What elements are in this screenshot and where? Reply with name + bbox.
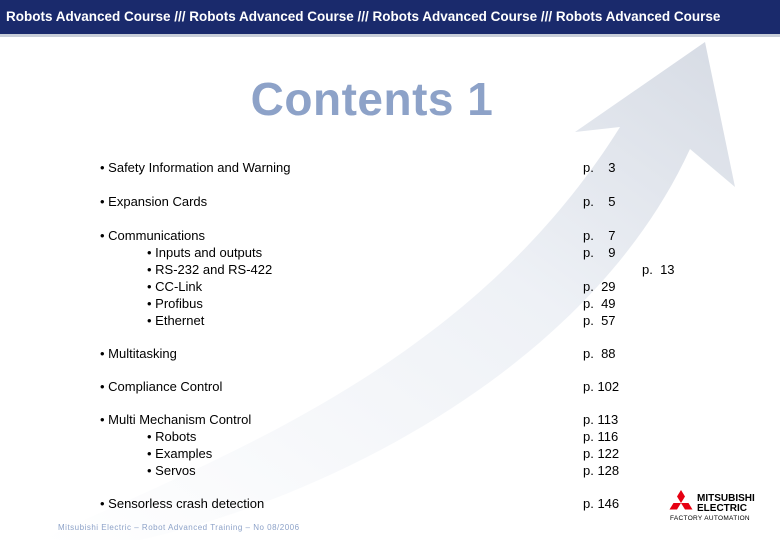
logo-brand-line1: MITSUBISHI bbox=[697, 493, 755, 504]
toc-subpage: p. 49 bbox=[583, 296, 616, 311]
toc-subitem: • Inputs and outputs bbox=[147, 245, 263, 260]
toc-subitem: • Profibus bbox=[147, 296, 203, 311]
toc-item-safety: • Safety Information and Warning bbox=[100, 160, 291, 175]
page-title: Contents 1 bbox=[250, 73, 494, 125]
toc-subpage: p. 116 bbox=[583, 429, 619, 444]
logo-tagline: FACTORY AUTOMATION bbox=[670, 515, 750, 522]
toc-subpage: p. 57 bbox=[583, 313, 616, 328]
toc-subpage: p. 13 bbox=[642, 262, 675, 277]
toc-page-compliance: p. 102 bbox=[583, 379, 620, 394]
toc-subitem: • RS-232 and RS-422 bbox=[147, 262, 273, 277]
toc-item-multitasking: • Multitasking bbox=[100, 346, 177, 361]
logo-brand-line2: ELECTRIC bbox=[697, 503, 747, 514]
toc-subitem: • Servos bbox=[147, 463, 196, 478]
toc-subitem: • Robots bbox=[147, 429, 197, 444]
toc-page-expansion: p. 5 bbox=[583, 194, 616, 209]
toc-subpage: p. 29 bbox=[583, 279, 616, 294]
toc-subitem: • Examples bbox=[147, 446, 213, 461]
toc-item-multi-mechanism: • Multi Mechanism Control bbox=[100, 412, 252, 427]
toc-subpage: p. 128 bbox=[583, 463, 620, 478]
toc-page-communications: p. 7 bbox=[583, 228, 616, 243]
footer-text: Mitsubishi Electric – Robot Advanced Training – No 08/2006 bbox=[58, 523, 300, 532]
mitsubishi-logo-icon bbox=[668, 490, 694, 514]
toc-subitem: • Ethernet bbox=[147, 313, 205, 328]
toc-page-sensorless: p. 146 bbox=[583, 496, 620, 511]
toc-item-expansion: • Expansion Cards bbox=[100, 194, 208, 209]
toc-item-communications: • Communications bbox=[100, 228, 205, 243]
toc-item-sensorless: • Sensorless crash detection bbox=[100, 496, 265, 511]
toc-item-compliance: • Compliance Control bbox=[100, 379, 223, 394]
toc-page-multitasking: p. 88 bbox=[583, 346, 616, 361]
toc-page-multi-mechanism: p. 113 bbox=[583, 412, 619, 427]
toc-subpage: p. 122 bbox=[583, 446, 620, 461]
toc-subpage: p. 9 bbox=[583, 245, 616, 260]
header-banner: Robots Advanced Course /// Robots Advanced Course /// Robots Advanced Course /// Robots Advanced Course bbox=[0, 0, 780, 34]
toc-subitem: • CC-Link bbox=[147, 279, 203, 294]
toc-page-safety: p. 3 bbox=[583, 160, 616, 175]
